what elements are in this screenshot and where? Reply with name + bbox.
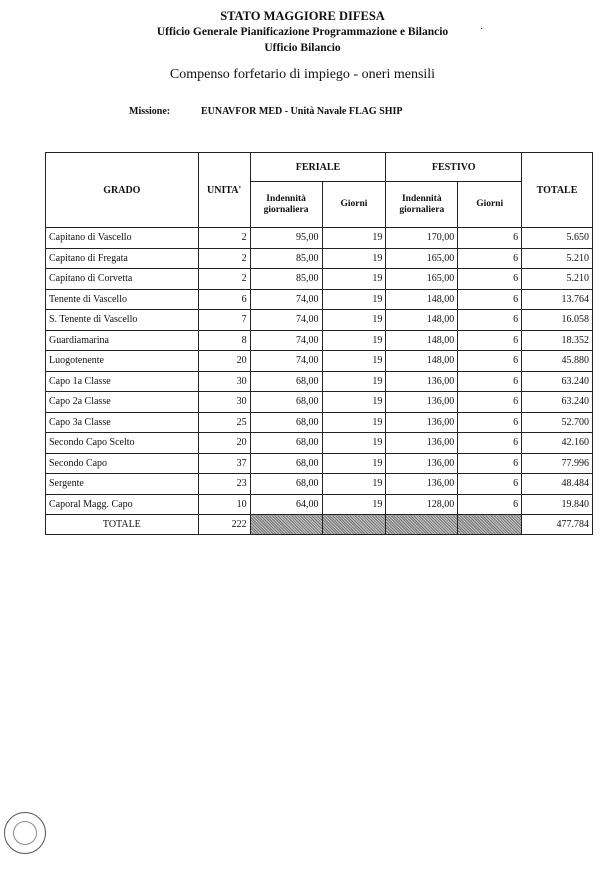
cell-unita: 10 [198,494,250,515]
header-festivo: FESTIVO [386,153,522,182]
header-line-3: Ufficio Bilancio [264,42,341,54]
cell-totale: 18.352 [522,330,593,351]
cell-unita: 30 [198,371,250,392]
cell-totale: 19.840 [522,494,593,515]
cell-festivo-indennita: 148,00 [386,330,458,351]
cell-festivo-indennita: 148,00 [386,310,458,331]
cell-grado: Tenente di Vascello [46,289,199,310]
header-feriale-indennita: Indennità giornaliera [250,182,322,228]
mission-value: EUNAVFOR MED - Unità Navale FLAG SHIP [201,106,403,117]
cell-unita: 2 [198,228,250,249]
cell-festivo-giorni: 6 [458,392,522,413]
cell-totale: 13.764 [522,289,593,310]
cell-festivo-indennita: 136,00 [386,371,458,392]
cell-unita: 2 [198,248,250,269]
cell-feriale-giorni: 19 [322,433,386,454]
header-unita: UNITA' [198,153,250,228]
document-header [0,8,605,56]
cell-unita: 20 [198,351,250,372]
cell-feriale-indennita: 68,00 [250,433,322,454]
cell-unita: 2 [198,269,250,290]
cell-festivo-indennita: 148,00 [386,351,458,372]
cell-grado: Secondo Capo [46,453,199,474]
cell-totale: 5.210 [522,248,593,269]
cell-grado: Capo 2a Classe [46,392,199,413]
cell-feriale-indennita: 68,00 [250,392,322,413]
header-feriale: FERIALE [250,153,386,182]
compensation-table [45,152,593,535]
cell-feriale-giorni: 19 [322,453,386,474]
cell-feriale-indennita: 68,00 [250,474,322,495]
cell-feriale-indennita: 74,00 [250,351,322,372]
cell-feriale-giorni: 19 [322,330,386,351]
cell-totale: 5.210 [522,269,593,290]
table-row [46,351,593,372]
cell-feriale-indennita: 64,00 [250,494,322,515]
cell-feriale-giorni: 19 [322,269,386,290]
cell-unita: 37 [198,453,250,474]
cell-feriale-giorni: 19 [322,228,386,249]
cell-grado: Sergente [46,474,199,495]
cell-feriale-indennita: 85,00 [250,248,322,269]
cell-feriale-giorni: 19 [322,412,386,433]
table-row [46,289,593,310]
cell-totale: 77.996 [522,453,593,474]
cell-grado: Secondo Capo Scelto [46,433,199,454]
cell-feriale-giorni: 19 [322,351,386,372]
cell-feriale-indennita: 74,00 [250,289,322,310]
cell-feriale-indennita: 74,00 [250,310,322,331]
header-line-1: STATO MAGGIORE DIFESA [220,9,385,23]
cell-festivo-indennita: 165,00 [386,248,458,269]
cell-festivo-indennita: 136,00 [386,392,458,413]
shaded-cell [322,515,386,535]
cell-unita: 20 [198,433,250,454]
cell-unita: 30 [198,392,250,413]
cell-feriale-giorni: 19 [322,248,386,269]
cell-festivo-indennita: 136,00 [386,453,458,474]
cell-festivo-giorni: 6 [458,433,522,454]
table-row [46,310,593,331]
cell-festivo-giorni: 6 [458,330,522,351]
cell-feriale-giorni: 19 [322,310,386,331]
cell-feriale-giorni: 19 [322,289,386,310]
cell-grado: Capo 3a Classe [46,412,199,433]
cell-grado: Capitano di Corvetta [46,269,199,290]
cell-unita: 7 [198,310,250,331]
cell-unita: 8 [198,330,250,351]
total-unita: 222 [198,515,250,535]
cell-festivo-giorni: 6 [458,474,522,495]
cell-festivo-giorni: 6 [458,228,522,249]
cell-festivo-giorni: 6 [458,248,522,269]
cell-grado: Capitano di Fregata [46,248,199,269]
cell-grado: Capitano di Vascello [46,228,199,249]
mission-line [129,106,403,117]
cell-festivo-indennita: 136,00 [386,412,458,433]
cell-feriale-indennita: 68,00 [250,453,322,474]
cell-totale: 63.240 [522,371,593,392]
cell-festivo-giorni: 6 [458,289,522,310]
cell-festivo-indennita: 128,00 [386,494,458,515]
cell-feriale-indennita: 74,00 [250,330,322,351]
cell-feriale-giorni: 19 [322,371,386,392]
cell-totale: 52.700 [522,412,593,433]
header-line-2: Ufficio Generale Pianificazione Programmazione e Bilancio [156,26,449,38]
table-row [46,248,593,269]
cell-festivo-giorni: 6 [458,269,522,290]
table-row [46,392,593,413]
total-row [46,515,593,535]
cell-festivo-giorni: 6 [458,371,522,392]
cell-festivo-indennita: 170,00 [386,228,458,249]
cell-totale: 45.880 [522,351,593,372]
scan-speck: · [480,24,484,35]
cell-feriale-giorni: 19 [322,392,386,413]
cell-totale: 63.240 [522,392,593,413]
cell-festivo-giorni: 6 [458,453,522,474]
table-row [46,228,593,249]
cell-festivo-giorni: 6 [458,412,522,433]
cell-festivo-giorni: 6 [458,310,522,331]
cell-feriale-indennita: 95,00 [250,228,322,249]
cell-unita: 23 [198,474,250,495]
official-stamp-icon [4,812,46,854]
cell-unita: 25 [198,412,250,433]
cell-grado: Capo 1a Classe [46,371,199,392]
cell-feriale-indennita: 85,00 [250,269,322,290]
cell-grado: Guardiamarina [46,330,199,351]
cell-festivo-indennita: 148,00 [386,289,458,310]
cell-feriale-giorni: 19 [322,494,386,515]
cell-totale: 48.484 [522,474,593,495]
cell-totale: 42.160 [522,433,593,454]
header-festivo-indennita: Indennità giornaliera [386,182,458,228]
cell-festivo-indennita: 136,00 [386,433,458,454]
shaded-cell [458,515,522,535]
cell-grado: Caporal Magg. Capo [46,494,199,515]
shaded-cell [250,515,322,535]
document-subtitle: Compenso forfetario di impiego - oneri mensili [169,67,436,82]
header-feriale-giorni: Giorni [322,182,386,228]
cell-grado: S. Tenente di Vascello [46,310,199,331]
table-row [46,474,593,495]
mission-label: Missione: [129,106,171,117]
cell-grado: Luogotenente [46,351,199,372]
total-label: TOTALE [46,515,199,535]
shaded-cell [386,515,458,535]
cell-feriale-indennita: 68,00 [250,412,322,433]
cell-festivo-giorni: 6 [458,351,522,372]
header-grado: GRADO [46,153,199,228]
cell-unita: 6 [198,289,250,310]
cell-festivo-indennita: 165,00 [386,269,458,290]
total-totale: 477.784 [522,515,593,535]
table-row [46,330,593,351]
cell-feriale-indennita: 68,00 [250,371,322,392]
cell-totale: 5.650 [522,228,593,249]
cell-totale: 16.058 [522,310,593,331]
table-row [46,433,593,454]
table-row [46,412,593,433]
cell-festivo-indennita: 136,00 [386,474,458,495]
header-festivo-giorni: Giorni [458,182,522,228]
table-row [46,453,593,474]
table-row [46,269,593,290]
table-row [46,371,593,392]
header-totale: TOTALE [522,153,593,228]
cell-festivo-giorni: 6 [458,494,522,515]
table-row [46,494,593,515]
cell-feriale-giorni: 19 [322,474,386,495]
